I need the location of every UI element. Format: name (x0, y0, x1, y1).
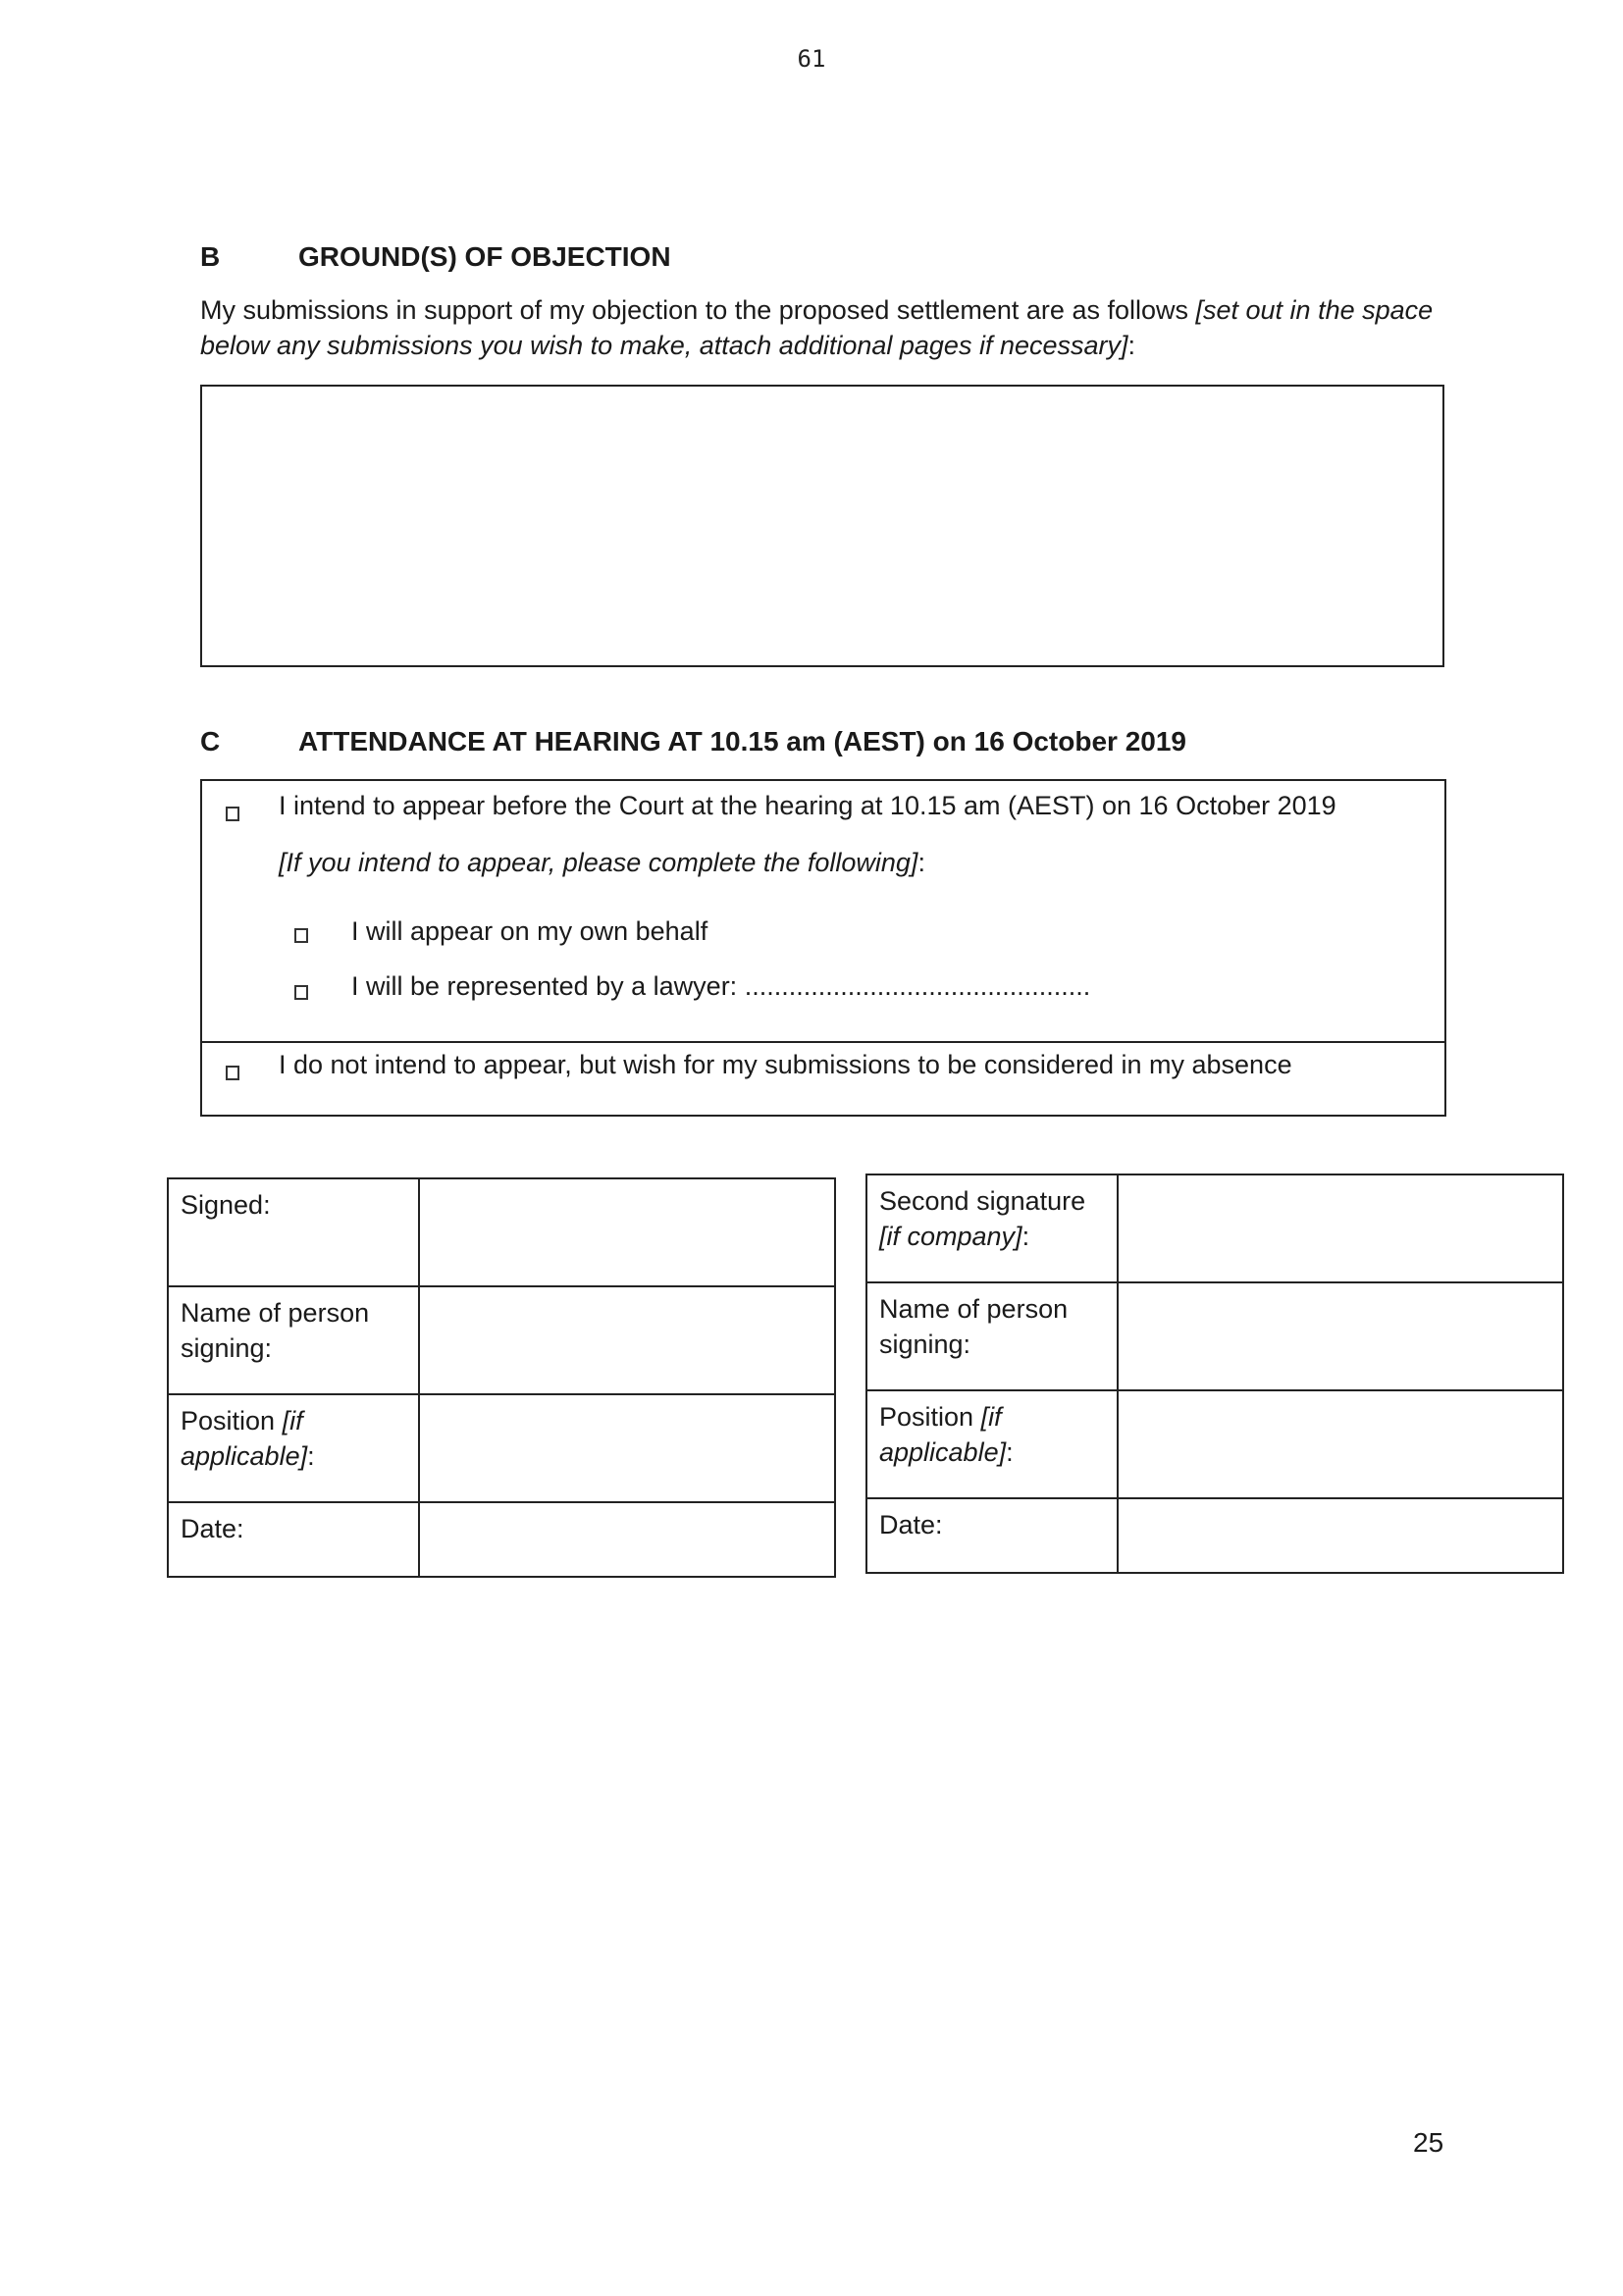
position-label-italic2: applicable] (181, 1441, 308, 1471)
appear-instruction-colon: : (917, 848, 925, 877)
footer-page-number: 25 (1413, 2127, 1444, 2158)
appear-instruction (279, 846, 925, 879)
name-label-right-line1: Name of person (879, 1294, 1069, 1324)
checkbox-appear[interactable] (226, 807, 239, 821)
option-own-behalf-label: I will appear on my own behalf (351, 916, 708, 946)
option-appear-label: I intend to appear before the Court at the hearing at 10.15 am (AEST) on 16 October 2019 (279, 791, 1336, 820)
position-label-right-text: Position (879, 1402, 981, 1432)
name-label-right (866, 1282, 1118, 1390)
intro-instruction: [set out in the space below any submissions you wish to make, attach additional pages if necessary] (200, 295, 1434, 360)
position-label-right-italic1: [if (980, 1402, 1002, 1432)
position-label-right (866, 1390, 1118, 1498)
signed-field[interactable] (419, 1178, 835, 1286)
signature-table-right (865, 1174, 1564, 1574)
second-signature-colon: : (1021, 1222, 1030, 1251)
date-field[interactable] (419, 1502, 835, 1577)
section-c-letter: C (200, 726, 221, 757)
position-label (168, 1394, 419, 1502)
section-c-title: ATTENDANCE AT HEARING AT 10.15 am (AEST) on 16 October 2019 (298, 726, 1186, 757)
date-label (168, 1502, 419, 1577)
name-label (168, 1286, 419, 1394)
position-label-text: Position (181, 1406, 283, 1435)
option-lawyer-label: I will be represented by a lawyer: ............................................... (351, 971, 1091, 1001)
attendance-divider (202, 1041, 1444, 1043)
date-label-text: Date: (181, 1514, 244, 1543)
position-label-right-colon: : (1006, 1437, 1014, 1467)
date-label-right (866, 1498, 1118, 1573)
checkbox-lawyer[interactable] (294, 985, 308, 1000)
intro-colon: : (1127, 331, 1136, 360)
name-field[interactable] (419, 1286, 835, 1394)
page-stamp: 61 (797, 45, 826, 73)
second-signature-line1: Second signature (879, 1186, 1086, 1216)
date-field-right[interactable] (1118, 1498, 1563, 1573)
checkbox-own-behalf[interactable] (294, 928, 308, 943)
attendance-box (200, 779, 1446, 1117)
position-label-colon: : (307, 1441, 315, 1471)
name-field-right[interactable] (1118, 1282, 1563, 1390)
position-label-right-italic2: applicable] (879, 1437, 1007, 1467)
second-signature-label (866, 1174, 1118, 1282)
section-b-title: GROUND(S) OF OBJECTION (298, 241, 671, 272)
submissions-box[interactable] (200, 385, 1444, 667)
signed-label (168, 1178, 419, 1286)
intro-text: My submissions in support of my objection to the proposed settlement are as follows (200, 295, 1196, 325)
position-label-italic1: [if (282, 1406, 303, 1435)
appear-instruction-italic: [If you intend to appear, please complete the following] (279, 848, 918, 877)
date-label-right-text: Date: (879, 1510, 943, 1539)
second-signature-field[interactable] (1118, 1174, 1563, 1282)
section-b-intro (200, 292, 1446, 363)
position-field-right[interactable] (1118, 1390, 1563, 1498)
second-signature-italic: [if company] (879, 1222, 1022, 1251)
section-b-letter: B (200, 241, 221, 272)
signature-table-left (167, 1177, 836, 1578)
signed-label-text: Signed: (181, 1190, 271, 1220)
position-field[interactable] (419, 1394, 835, 1502)
name-label-line2: signing: (181, 1333, 273, 1363)
checkbox-absence[interactable] (226, 1066, 239, 1080)
name-label-line1: Name of person (181, 1298, 370, 1328)
name-label-right-line2: signing: (879, 1330, 971, 1359)
option-absence-label: I do not intend to appear, but wish for my submissions to be considered in my absence (279, 1050, 1292, 1079)
